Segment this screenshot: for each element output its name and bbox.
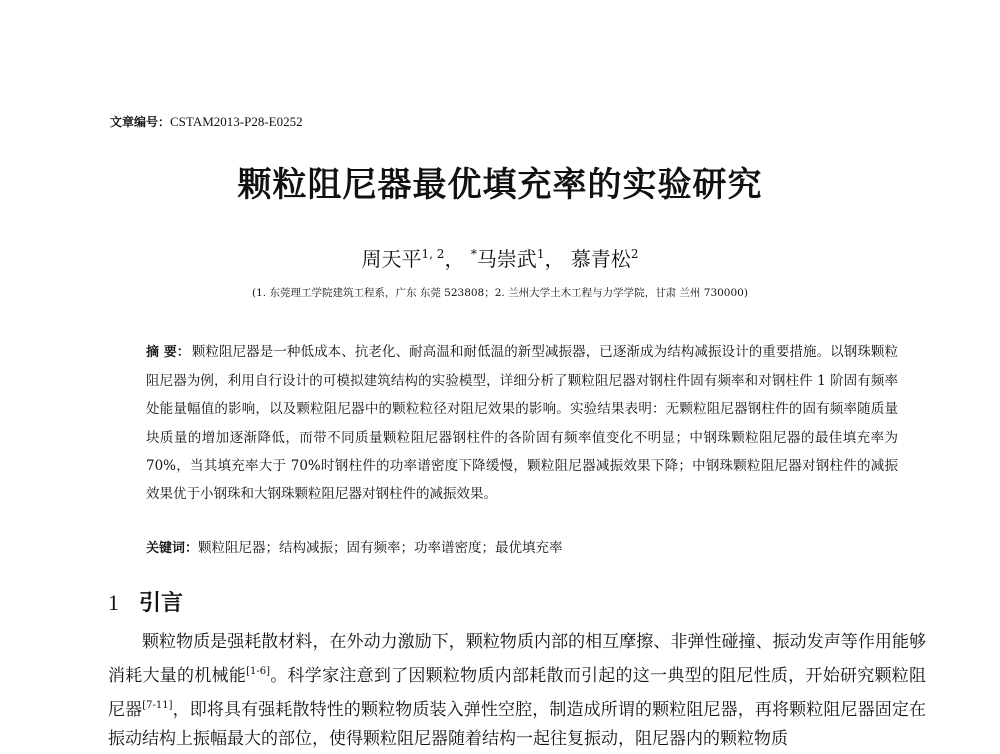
citation: [7-11] bbox=[142, 700, 173, 711]
author-affil-mark: 1, 2 bbox=[421, 247, 445, 261]
author-affil-mark: 2 bbox=[630, 247, 639, 261]
affiliations: (1. 东莞理工学院建筑工程系，广东 东莞 523808；2. 兰州大学土木工程与力学学院，甘肃 兰州 730000) bbox=[252, 287, 748, 299]
author-1: 周天平$^{1, 2}$， bbox=[361, 247, 465, 271]
author-3 bbox=[571, 247, 639, 271]
section-heading bbox=[108, 586, 183, 617]
keywords-text: 颗粒阻尼器；结构减振；固有频率；功率谱密度；最优填充率 bbox=[198, 540, 563, 556]
author-name: 周天平 bbox=[361, 247, 422, 271]
abstract-label: 摘 要： bbox=[146, 345, 190, 360]
author-name: 慕青松 bbox=[570, 247, 631, 271]
author-affil-mark: 1 bbox=[536, 247, 545, 261]
article-id bbox=[110, 113, 303, 130]
intro-paragraph: 颗粒物质是强耗散材料，在外动力激励下，颗粒物质内部的相互摩擦、非弹性碰撞、振动发声等作用能够消耗大量的机械能[1-6]。科学家注意到了因颗粒物质内部耗散而引起的这一典型的阻尼性质，开始研究颗粒阻尼器[7-11]，即将具有强耗散特性的颗粒物质装入弹性空腔，制造成所谓的颗粒阻尼器，再将颗粒阻尼器固定在振动结构上振幅最大的部位，使得颗粒阻尼器随着结构一起往复振动，阻尼器内的颗粒物质 bbox=[108, 632, 927, 749]
abstract bbox=[146, 338, 898, 508]
intro-body bbox=[108, 628, 926, 754]
abstract-text: 颗粒阻尼器是一种低成本、抗老化、耐高温和耐低温的新型减振器，已逐渐成为结构减振设计的重要措施。以钢珠颗粒阻尼器为例，利用自行设计的可模拟建筑结构的实验模型，详细分析了颗粒阻尼器对钢柱件固有频率和对钢柱件 1 阶固有频率处能量幅值的影响，以及颗粒阻尼器中的颗粒粒径对阻尼效果的影响。实验结果表明：无颗粒阻尼器钢柱件的固有频率随质量块质量的增加逐渐降低，而带不同质量颗粒阻尼器钢柱件的各阶固有频率值变化不明显；中钢珠颗粒阻尼器的最佳填充率为 70%，当其填充率大于 70%时钢柱件的功率谱密度下降缓慢，颗粒阻尼器减振效果下降；中钢珠颗粒阻尼器对钢柱件的减振效果优于小钢珠和大钢珠颗粒阻尼器对钢柱件的减振效果。 bbox=[146, 344, 899, 503]
keywords-label: 关键词： bbox=[146, 541, 199, 556]
citation: [1-6] bbox=[246, 666, 271, 677]
article-id-value: CSTAM2013-P28-E0252 bbox=[170, 114, 303, 129]
author-list bbox=[0, 243, 1000, 272]
author-2: *马崇武$^1$， bbox=[470, 247, 565, 271]
keywords bbox=[146, 536, 898, 556]
section-title: 引言 bbox=[139, 591, 184, 616]
author-name: 马崇武 bbox=[476, 247, 537, 271]
section-number: 1 bbox=[108, 590, 119, 615]
corresponding-mark: * bbox=[470, 247, 477, 261]
article-id-label: 文章编号： bbox=[110, 115, 171, 129]
paper-title: 颗粒阻尼器最优填充率的实验研究 bbox=[237, 165, 763, 205]
